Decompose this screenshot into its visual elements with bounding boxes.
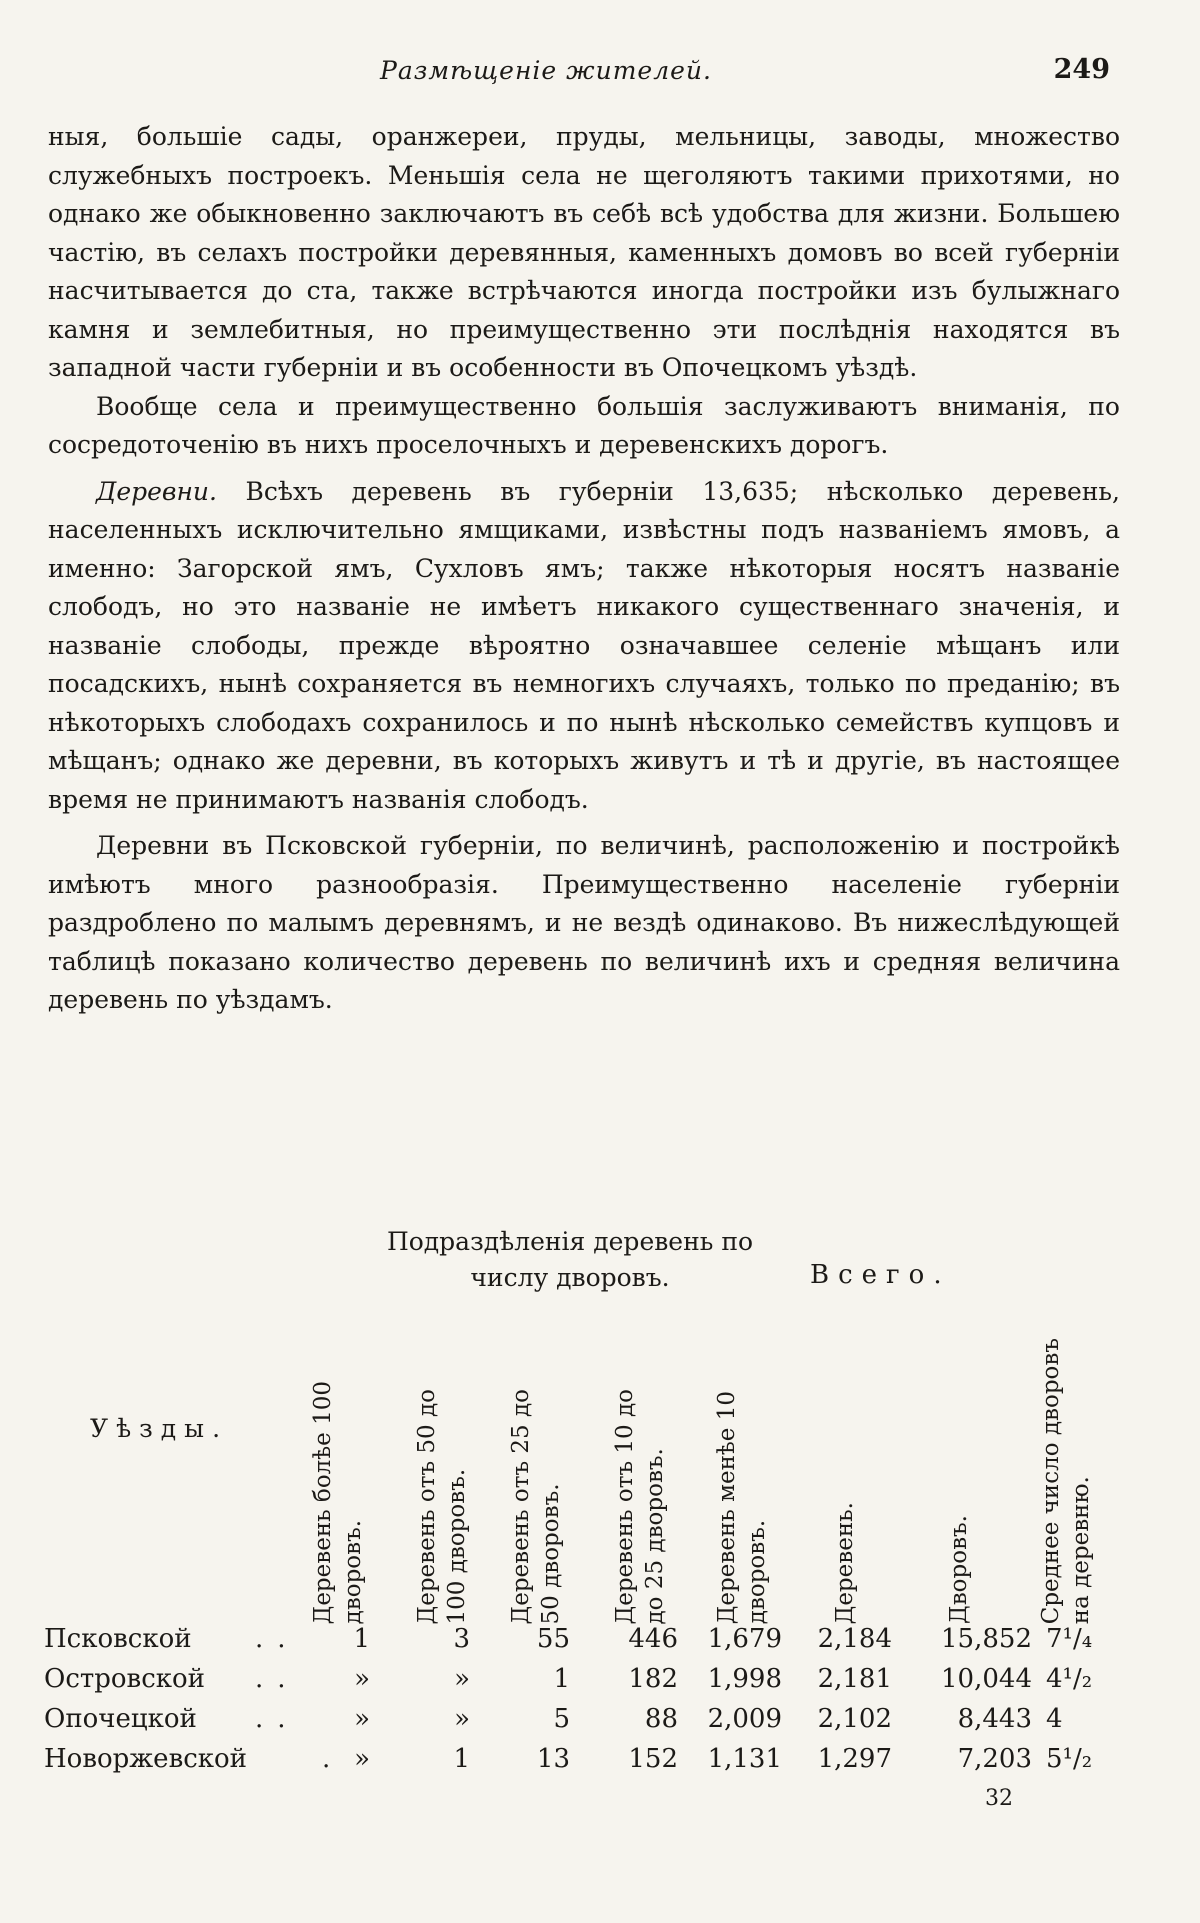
paragraph-4 [48, 827, 1120, 1020]
table-cell: 5 [553, 1704, 570, 1734]
column-heading-line: Дворовъ. [946, 1515, 972, 1624]
paragraph-3 [48, 473, 1120, 820]
table-cell: 5¹/₂ [1046, 1744, 1093, 1774]
table-row [40, 1744, 1160, 1784]
table-cell: 10,044 [941, 1664, 1032, 1694]
leader-dots: .. [255, 1704, 300, 1734]
table-row-heading: Уѣзды. [90, 1414, 229, 1443]
table-cell: 1 [553, 1664, 570, 1694]
column-heading-line: 100 дворовъ. [444, 1468, 470, 1624]
table-cell: » [454, 1704, 470, 1734]
table-cell: » [354, 1704, 370, 1734]
district-name: Островской [44, 1664, 205, 1694]
table-cell: 1,297 [817, 1744, 892, 1774]
table-cell: » [454, 1664, 470, 1694]
column-heading-line: на деревню. [1068, 1475, 1094, 1624]
paragraph-text: Вообще села и преимущественно большія заслуживаютъ вниманія, по сосредоточенію въ нихъ проселочныхъ и деревенскихъ дорогъ. [48, 391, 1120, 459]
column-heading-line: Деревень отъ 25 до [508, 1388, 534, 1624]
table-cell: 7,203 [957, 1744, 1032, 1774]
table-cell: 1 [353, 1624, 370, 1654]
leader-dots: .. [255, 1664, 300, 1694]
body-text [48, 118, 1120, 1028]
column-heading-line: дворовъ. [340, 1519, 366, 1624]
paragraph-text: Деревни въ Псковской губерніи, по величинѣ, расположенію и постройкѣ имѣютъ много разнообразія. Преимущественно населеніе губерніи раздроблено по малымъ деревнямъ, и не вездѣ одинаково. Въ нижеслѣдующей таблицѣ показано количество деревень по величинѣ ихъ и средняя величина деревень по уѣздамъ. [48, 831, 1120, 1014]
group-heading-line-2: числу дворовъ. [470, 1263, 670, 1292]
table-cell: 182 [628, 1664, 678, 1694]
table-cell: » [354, 1664, 370, 1694]
column-heading-line: до 25 дворовъ. [642, 1447, 668, 1624]
table-cell: 2,102 [817, 1704, 892, 1734]
table-cell: 1 [453, 1744, 470, 1774]
district-name: Новоржевской [44, 1744, 247, 1774]
column-heading-7 [944, 1515, 974, 1624]
column-heading-line: Деревень менѣе 10 [714, 1390, 740, 1624]
column-heading-6 [830, 1502, 860, 1624]
column-heading-line: дворовъ. [744, 1519, 770, 1624]
paragraph-1 [48, 118, 1120, 388]
section-lead-word: Деревни. [96, 476, 217, 506]
villages-table [40, 1224, 1160, 1784]
column-heading-line: 50 дворовъ. [538, 1483, 564, 1624]
paragraph-text: ныя, большіе сады, оранжереи, пруды, мельницы, заводы, множество служебныхъ построекъ. Меньшія села не щеголяютъ такими прихотями, но однако же обыкновенно заключаютъ въ себѣ всѣ удобства для жизни. Большею частію, въ селахъ постройки деревянныя, каменныхъ домовъ во всей губерніи насчитывается до ста, также встрѣчаются иногда постройки изъ булыжнаго камня и землебитныя, но преимущественно эти послѣднія находятся въ западной части губерніи и въ особенности въ Опочецкомъ уѣздѣ. [48, 122, 1120, 382]
table-group-heading [290, 1224, 850, 1296]
table-cell: 2,184 [817, 1624, 892, 1654]
column-heading-4 [610, 1389, 670, 1624]
column-heading-5 [712, 1391, 772, 1624]
table-total-heading: Всего. [810, 1260, 951, 1290]
table-row [40, 1624, 1160, 1664]
column-heading-line: Среднее число дворовъ [1038, 1337, 1064, 1624]
running-title: Размѣщеніе жителей. [380, 56, 712, 85]
table-cell: 7¹/₄ [1046, 1624, 1093, 1654]
running-head [40, 52, 1160, 92]
table-cell: 1,131 [707, 1744, 782, 1774]
table-cell: 15,852 [941, 1624, 1032, 1654]
paragraph-2 [48, 388, 1120, 465]
column-heading-line: Деревень отъ 50 до [414, 1388, 440, 1624]
table-cell: 13 [536, 1744, 570, 1774]
column-heading-line: Деревень. [832, 1501, 858, 1624]
table-cell: 88 [644, 1704, 678, 1734]
table-row [40, 1664, 1160, 1704]
table-cell: 152 [628, 1744, 678, 1774]
table-cell: 446 [628, 1624, 678, 1654]
column-heading-2 [412, 1389, 472, 1624]
group-heading-line-1: Подраздѣленія деревень по [386, 1227, 754, 1256]
table-cell: 4¹/₂ [1046, 1664, 1093, 1694]
table-cell: 1,679 [707, 1624, 782, 1654]
table-cell: 1,998 [707, 1664, 782, 1694]
column-heading-3 [506, 1389, 566, 1624]
table-cell: 2,009 [707, 1704, 782, 1734]
column-heading-1 [308, 1381, 368, 1624]
district-name: Опочецкой [44, 1704, 197, 1734]
signature-mark: 32 [985, 1786, 1013, 1811]
table-cell: 55 [536, 1624, 570, 1654]
table-cell: 3 [453, 1624, 470, 1654]
column-heading-line: Деревень отъ 10 до [612, 1388, 638, 1624]
leader-dots: .. [255, 1624, 300, 1654]
table-cell: 8,443 [957, 1704, 1032, 1734]
district-name: Псковской [44, 1624, 192, 1654]
leader-dots: . [322, 1744, 345, 1774]
table-cell: 2,181 [817, 1664, 892, 1694]
table-cell: 4 [1046, 1704, 1063, 1734]
column-heading-line: Деревень болѣе 100 [310, 1380, 336, 1624]
table-cell: » [354, 1744, 370, 1774]
paragraph-text: Всѣхъ деревень въ губерніи 13,635; нѣсколько деревень, населенныхъ исключительно ямщиками, извѣстны подъ названіемъ ямовъ, а именно: Загорской ямъ, Сухловъ ямъ; также нѣкоторыя носятъ названіе слободъ, но это названіе не имѣетъ никакого существеннаго значенія, и названіе слободы, прежде вѣроятно означавшее селеніе мѣщанъ или посадскихъ, нынѣ сохраняется въ немногихъ случаяхъ, только по преданію; въ нѣкоторыхъ слободахъ сохранилось и по нынѣ нѣсколько семействъ купцовъ и мѣщанъ; однако же деревни, въ которыхъ живутъ и тѣ и другіе, въ настоящее время не принимаютъ названія слободъ. [48, 476, 1120, 814]
column-heading-8 [1036, 1338, 1096, 1624]
page-number: 249 [1053, 54, 1110, 85]
table-row [40, 1704, 1160, 1744]
